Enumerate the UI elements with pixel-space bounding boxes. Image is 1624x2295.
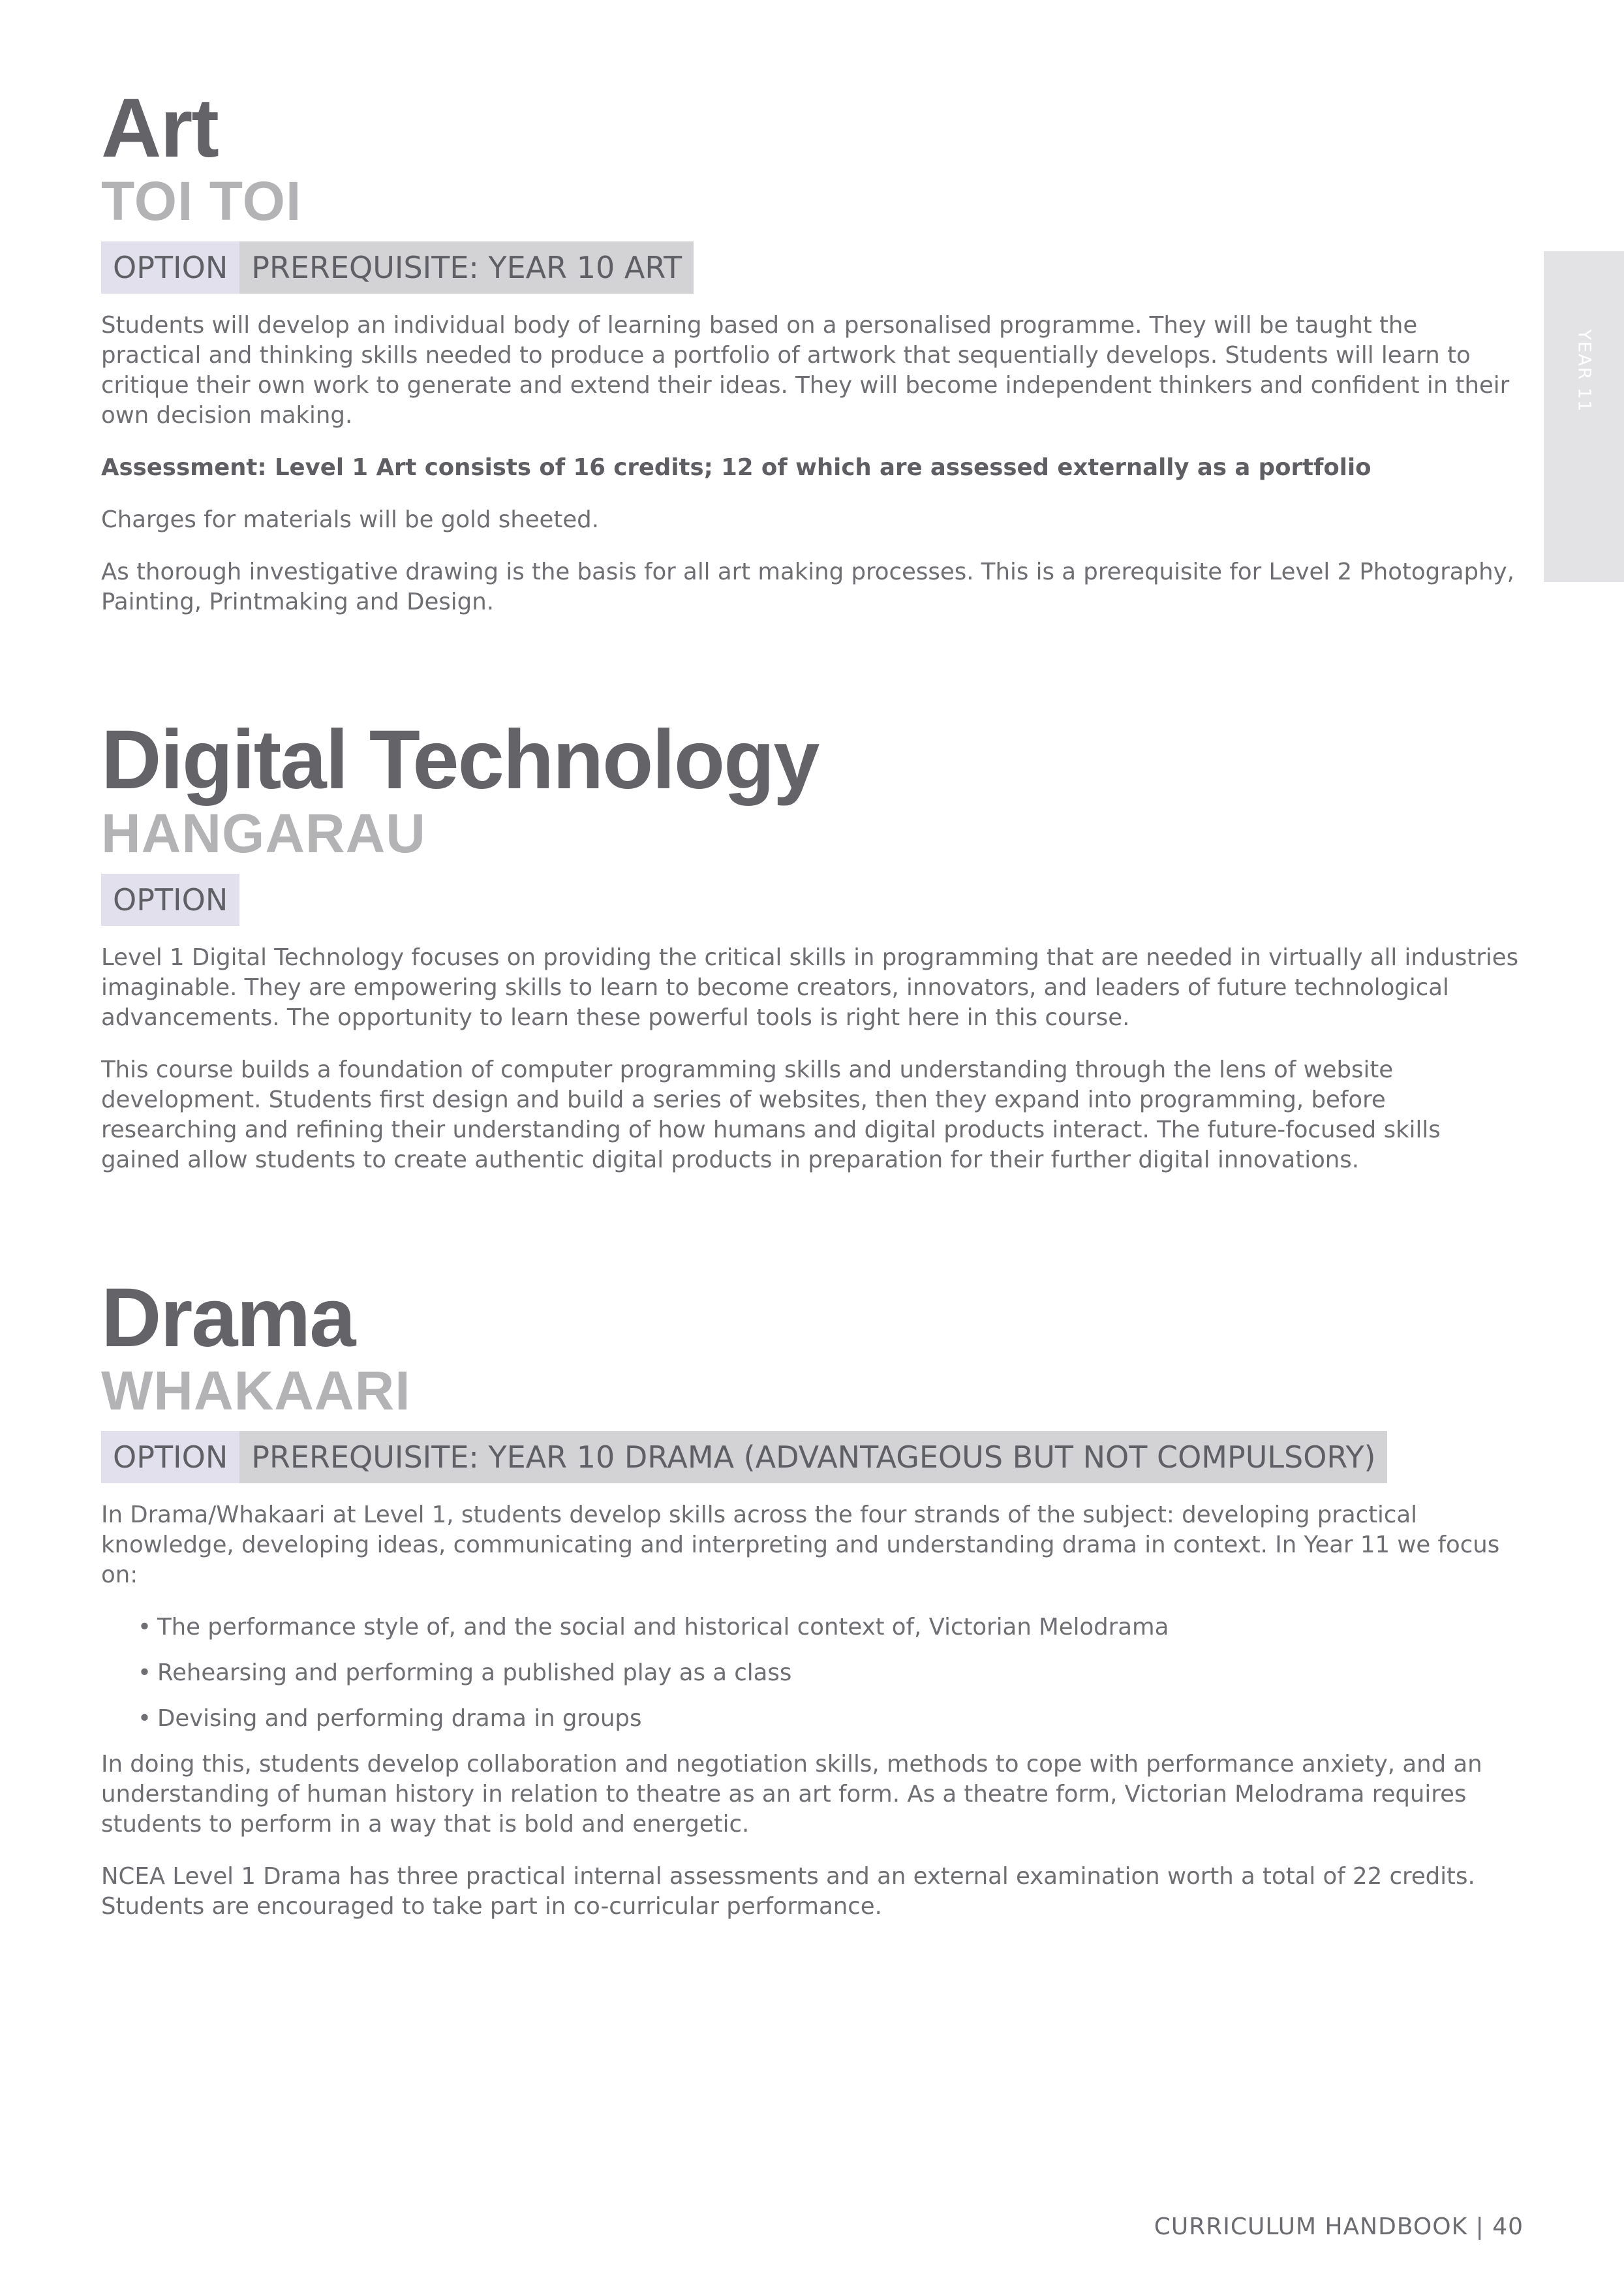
bullet-icon: • xyxy=(138,1705,151,1733)
page-content xyxy=(101,82,1524,1944)
section-digital-technology xyxy=(101,713,1524,1175)
section-subtitle: HANGARAU xyxy=(101,802,426,864)
list-item xyxy=(138,1658,1524,1688)
option-tag: OPTION xyxy=(101,241,239,294)
option-tag: OPTION xyxy=(101,874,239,926)
paragraph: In Drama/Whakaari at Level 1, students develop skills across the four strands of the subject: developing practical knowledge, developing ideas, communicating and interpreting and understanding drama in context. In Year 11 we focus on: xyxy=(101,1502,1500,1589)
paragraph: In doing this, students develop collaboration and negotiation skills, methods to cope with performance anxiety, and an understanding of human history in relation to theatre as an art form. As a theatre form, Victorian Melodrama requires students to perform in a way that is bold and energetic. xyxy=(101,1751,1482,1838)
prerequisite-tag: PREREQUISITE: YEAR 10 DRAMA (ADVANTAGEOUS BUT NOT COMPULSORY) xyxy=(239,1431,1387,1483)
list-item-text: The performance style of, and the social and historical context of, Victorian Melodrama xyxy=(157,1614,1169,1641)
assessment-paragraph: Assessment: Level 1 Art consists of 16 credits; 12 of which are assessed externally as a portfolio xyxy=(101,454,1371,482)
paragraph: NCEA Level 1 Drama has three practical internal assessments and an external examination worth a total of 22 credits. Students are encouraged to take part in co-curricular performance. xyxy=(101,1863,1475,1920)
tag-row xyxy=(101,241,1524,294)
year-tab xyxy=(1544,251,1624,582)
section-title: Art xyxy=(101,82,218,175)
list-item xyxy=(138,1612,1524,1642)
section-title: Drama xyxy=(101,1271,355,1364)
tag-row xyxy=(101,1431,1524,1483)
option-tag: OPTION xyxy=(101,1431,239,1483)
paragraph: Students will develop an individual body of learning based on a personalised programme. They will be taught the practical and thinking skills needed to produce a portfolio of artwork that sequentially develops. Students will learn to critique their own work to generate and extend their ideas. They will become independent thinkers and confident in their own decision making. xyxy=(101,312,1510,429)
section-drama xyxy=(101,1271,1524,1922)
paragraph: This course builds a foundation of computer programming skills and understanding through the lens of website development. Students first design and build a series of websites, then they expand into programming, before researching and refining their understanding of how humans and digital products interact. The future-focused skills gained allow students to create authentic digital products in preparation for their further digital innovations. xyxy=(101,1056,1441,1173)
section-title: Digital Technology xyxy=(101,713,819,807)
list-item xyxy=(138,1704,1524,1734)
tag-row xyxy=(101,874,1524,926)
year-tab-label: YEAR 11 xyxy=(1574,329,1594,413)
section-subtitle: WHAKAARI xyxy=(101,1360,411,1422)
section-art xyxy=(101,82,1524,617)
page-footer: CURRICULUM HANDBOOK | 40 xyxy=(1154,2213,1524,2240)
list-item-text: Devising and performing drama in groups xyxy=(157,1705,642,1733)
list-item-text: Rehearsing and performing a published play as a class xyxy=(157,1659,792,1687)
paragraph: Level 1 Digital Technology focuses on providing the critical skills in programming that are needed in virtually all industries imaginable. They are empowering skills to learn to become creators, innovators, and leaders of future technological advancements. The opportunity to learn these powerful tools is right here in this course. xyxy=(101,944,1519,1031)
paragraph: As thorough investigative drawing is the basis for all art making processes. This is a prerequisite for Level 2 Photography, Painting, Printmaking and Design. xyxy=(101,559,1514,616)
bullet-icon: • xyxy=(138,1659,151,1687)
prerequisite-tag: PREREQUISITE: YEAR 10 ART xyxy=(239,241,694,294)
bullet-icon: • xyxy=(138,1614,151,1641)
paragraph: Charges for materials will be gold sheeted. xyxy=(101,506,599,534)
focus-list xyxy=(101,1612,1524,1734)
section-subtitle: TOI TOI xyxy=(101,170,302,232)
